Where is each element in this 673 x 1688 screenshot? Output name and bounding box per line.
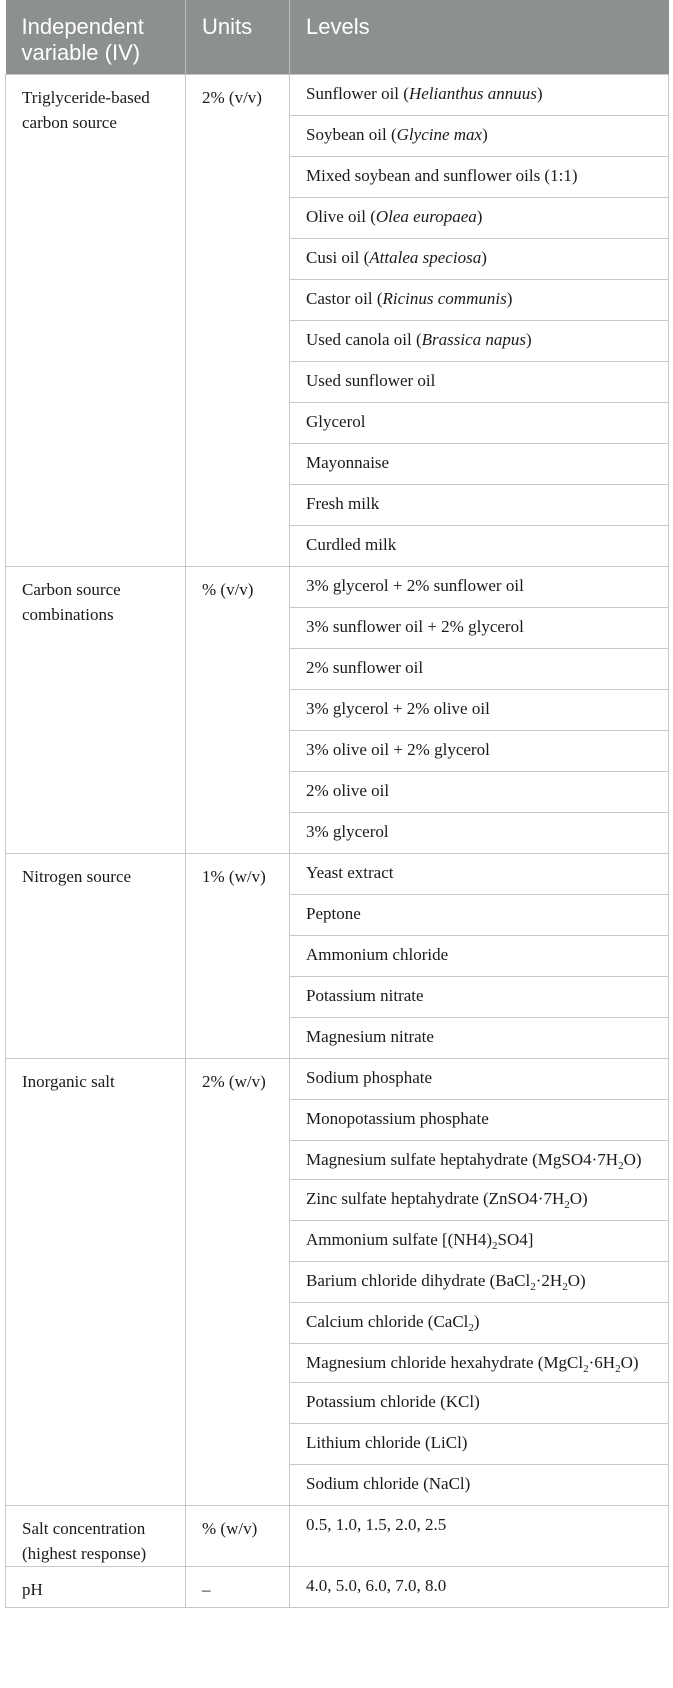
level-text: ) xyxy=(526,330,532,349)
level-cell xyxy=(290,731,669,772)
units-cell: – xyxy=(186,1567,290,1608)
level-species: Helianthus annuus xyxy=(408,84,537,103)
level-text: Soybean oil ( xyxy=(306,125,397,144)
level-text: Glycerol xyxy=(306,412,366,431)
level-text: Curdled milk xyxy=(306,535,397,554)
level-text: Mixed soybean and sunflower oils (1:1) xyxy=(306,166,578,185)
level-text: 0.5, 1.0, 1.5, 2.0, 2.5 xyxy=(306,1515,447,1534)
level-cell xyxy=(290,1465,669,1506)
level-cell xyxy=(290,198,669,239)
table-row xyxy=(6,1059,669,1100)
level-cell xyxy=(290,1180,669,1221)
level-cell xyxy=(290,485,669,526)
level-species: Ricinus communis xyxy=(382,289,507,308)
level-text: Magnesium sulfate heptahydrate (MgSO4·7H xyxy=(306,1150,619,1169)
level-text: Calcium chloride (CaCl xyxy=(306,1312,469,1331)
level-cell xyxy=(290,1424,669,1465)
level-text: Magnesium nitrate xyxy=(306,1027,434,1046)
level-cell xyxy=(290,1383,669,1424)
level-text: ) xyxy=(536,84,543,103)
level-cell xyxy=(290,1018,669,1059)
level-text: Barium chloride dihydrate (BaCl xyxy=(306,1271,531,1290)
level-cell xyxy=(290,1567,669,1608)
table-body xyxy=(6,75,669,1608)
level-species: Glycine max xyxy=(396,125,483,144)
iv-cell: pH xyxy=(6,1567,186,1608)
level-cell xyxy=(290,116,669,157)
level-cell xyxy=(290,239,669,280)
level-text: Sodium chloride (NaCl) xyxy=(306,1474,471,1493)
level-cell xyxy=(290,1303,669,1344)
level-text: 3% glycerol + 2% olive oil xyxy=(306,699,490,718)
header-row xyxy=(6,0,669,75)
level-cell xyxy=(290,772,669,813)
level-text: Monopotassium phosphate xyxy=(306,1109,489,1128)
level-text: Ammonium sulfate [(NH4) xyxy=(306,1230,493,1249)
iv-cell: Nitrogen source xyxy=(6,854,186,1059)
level-text: ) xyxy=(476,207,483,226)
level-cell xyxy=(290,444,669,485)
level-text: ) xyxy=(506,289,513,308)
level-text: Sunflower oil ( xyxy=(306,84,409,103)
units-cell: 2% (v/v) xyxy=(186,75,290,567)
level-cell xyxy=(290,895,669,936)
level-cell xyxy=(290,1141,669,1180)
level-subscript: 2 xyxy=(492,1240,498,1252)
units-cell: % (w/v) xyxy=(186,1506,290,1567)
level-text: 3% glycerol xyxy=(306,822,389,841)
level-subscript: 2 xyxy=(615,1363,621,1375)
level-text: Fresh milk xyxy=(306,494,380,513)
level-text: ) xyxy=(482,125,488,144)
units-cell: % (v/v) xyxy=(186,567,290,854)
level-text: ) xyxy=(473,1312,480,1331)
level-cell xyxy=(290,280,669,321)
level-species: Brassica napus xyxy=(421,330,527,349)
level-text: O) xyxy=(567,1271,586,1290)
level-subscript: 2 xyxy=(562,1281,568,1293)
level-subscript: 2 xyxy=(583,1363,589,1375)
level-cell xyxy=(290,75,669,116)
level-cell xyxy=(290,567,669,608)
iv-cell: Triglyceride-based carbon source xyxy=(6,75,186,567)
variables-table xyxy=(5,0,669,1608)
level-cell xyxy=(290,1344,669,1383)
level-subscript: 2 xyxy=(530,1281,536,1293)
level-text: 3% glycerol + 2% sunflower oil xyxy=(306,576,524,595)
level-text: Potassium chloride (KCl) xyxy=(306,1392,480,1411)
level-subscript: 2 xyxy=(564,1199,570,1211)
level-cell xyxy=(290,1262,669,1303)
level-text: 2% olive oil xyxy=(306,781,390,800)
units-cell: 1% (w/v) xyxy=(186,854,290,1059)
level-subscript: 2 xyxy=(618,1160,624,1172)
table-row xyxy=(6,75,669,116)
level-text: ) xyxy=(481,248,487,267)
level-text: Used sunflower oil xyxy=(306,371,436,390)
level-cell xyxy=(290,1506,669,1567)
header-iv: Independent variable (IV) xyxy=(6,0,186,75)
units-cell: 2% (w/v) xyxy=(186,1059,290,1506)
header-units: Units xyxy=(186,0,290,75)
level-text: Cusi oil ( xyxy=(306,248,370,267)
level-cell xyxy=(290,649,669,690)
level-text: O) xyxy=(623,1150,642,1169)
level-text: 3% sunflower oil + 2% glycerol xyxy=(306,617,524,636)
level-cell xyxy=(290,157,669,198)
level-text: Yeast extract xyxy=(306,863,394,882)
level-cell xyxy=(290,1221,669,1262)
level-text: 3% olive oil + 2% glycerol xyxy=(306,740,490,759)
level-cell xyxy=(290,1059,669,1100)
level-cell xyxy=(290,936,669,977)
table-row xyxy=(6,854,669,895)
level-text: 4.0, 5.0, 6.0, 7.0, 8.0 xyxy=(306,1576,447,1595)
level-cell xyxy=(290,403,669,444)
level-text: 2% sunflower oil xyxy=(306,658,424,677)
iv-cell: Inorganic salt xyxy=(6,1059,186,1506)
level-text: Zinc sulfate heptahydrate (ZnSO4·7H xyxy=(306,1189,565,1208)
level-subscript: 2 xyxy=(468,1322,474,1334)
level-text: Lithium chloride (LiCl) xyxy=(306,1433,468,1452)
level-text: O) xyxy=(569,1189,588,1208)
level-cell xyxy=(290,526,669,567)
level-text: ·6H xyxy=(588,1353,616,1372)
level-text: Mayonnaise xyxy=(306,453,390,472)
level-text: Sodium phosphate xyxy=(306,1068,433,1087)
level-species: Attalea speciosa xyxy=(369,248,482,267)
level-text: Potassium nitrate xyxy=(306,986,424,1005)
level-cell xyxy=(290,977,669,1018)
level-cell xyxy=(290,608,669,649)
level-text: ·2H xyxy=(535,1271,563,1290)
level-text: Castor oil ( xyxy=(306,289,383,308)
level-cell xyxy=(290,690,669,731)
level-text: Olive oil ( xyxy=(306,207,376,226)
level-text: O) xyxy=(620,1353,639,1372)
level-cell xyxy=(290,813,669,854)
iv-cell: Salt concentration (highest response) xyxy=(6,1506,186,1567)
table-row xyxy=(6,1506,669,1567)
level-species: Olea europaea xyxy=(375,207,477,226)
level-cell xyxy=(290,321,669,362)
level-cell xyxy=(290,362,669,403)
iv-cell: Carbon source combinations xyxy=(6,567,186,854)
level-cell xyxy=(290,1100,669,1141)
level-text: Magnesium chloride hexahydrate (MgCl xyxy=(306,1353,584,1372)
table-row xyxy=(6,1567,669,1608)
level-text: SO4] xyxy=(497,1230,534,1249)
level-cell xyxy=(290,854,669,895)
level-text: Peptone xyxy=(306,904,361,923)
level-text: Ammonium chloride xyxy=(306,945,449,964)
level-text: Used canola oil ( xyxy=(306,330,422,349)
header-levels: Levels xyxy=(290,0,669,75)
table-row xyxy=(6,567,669,608)
